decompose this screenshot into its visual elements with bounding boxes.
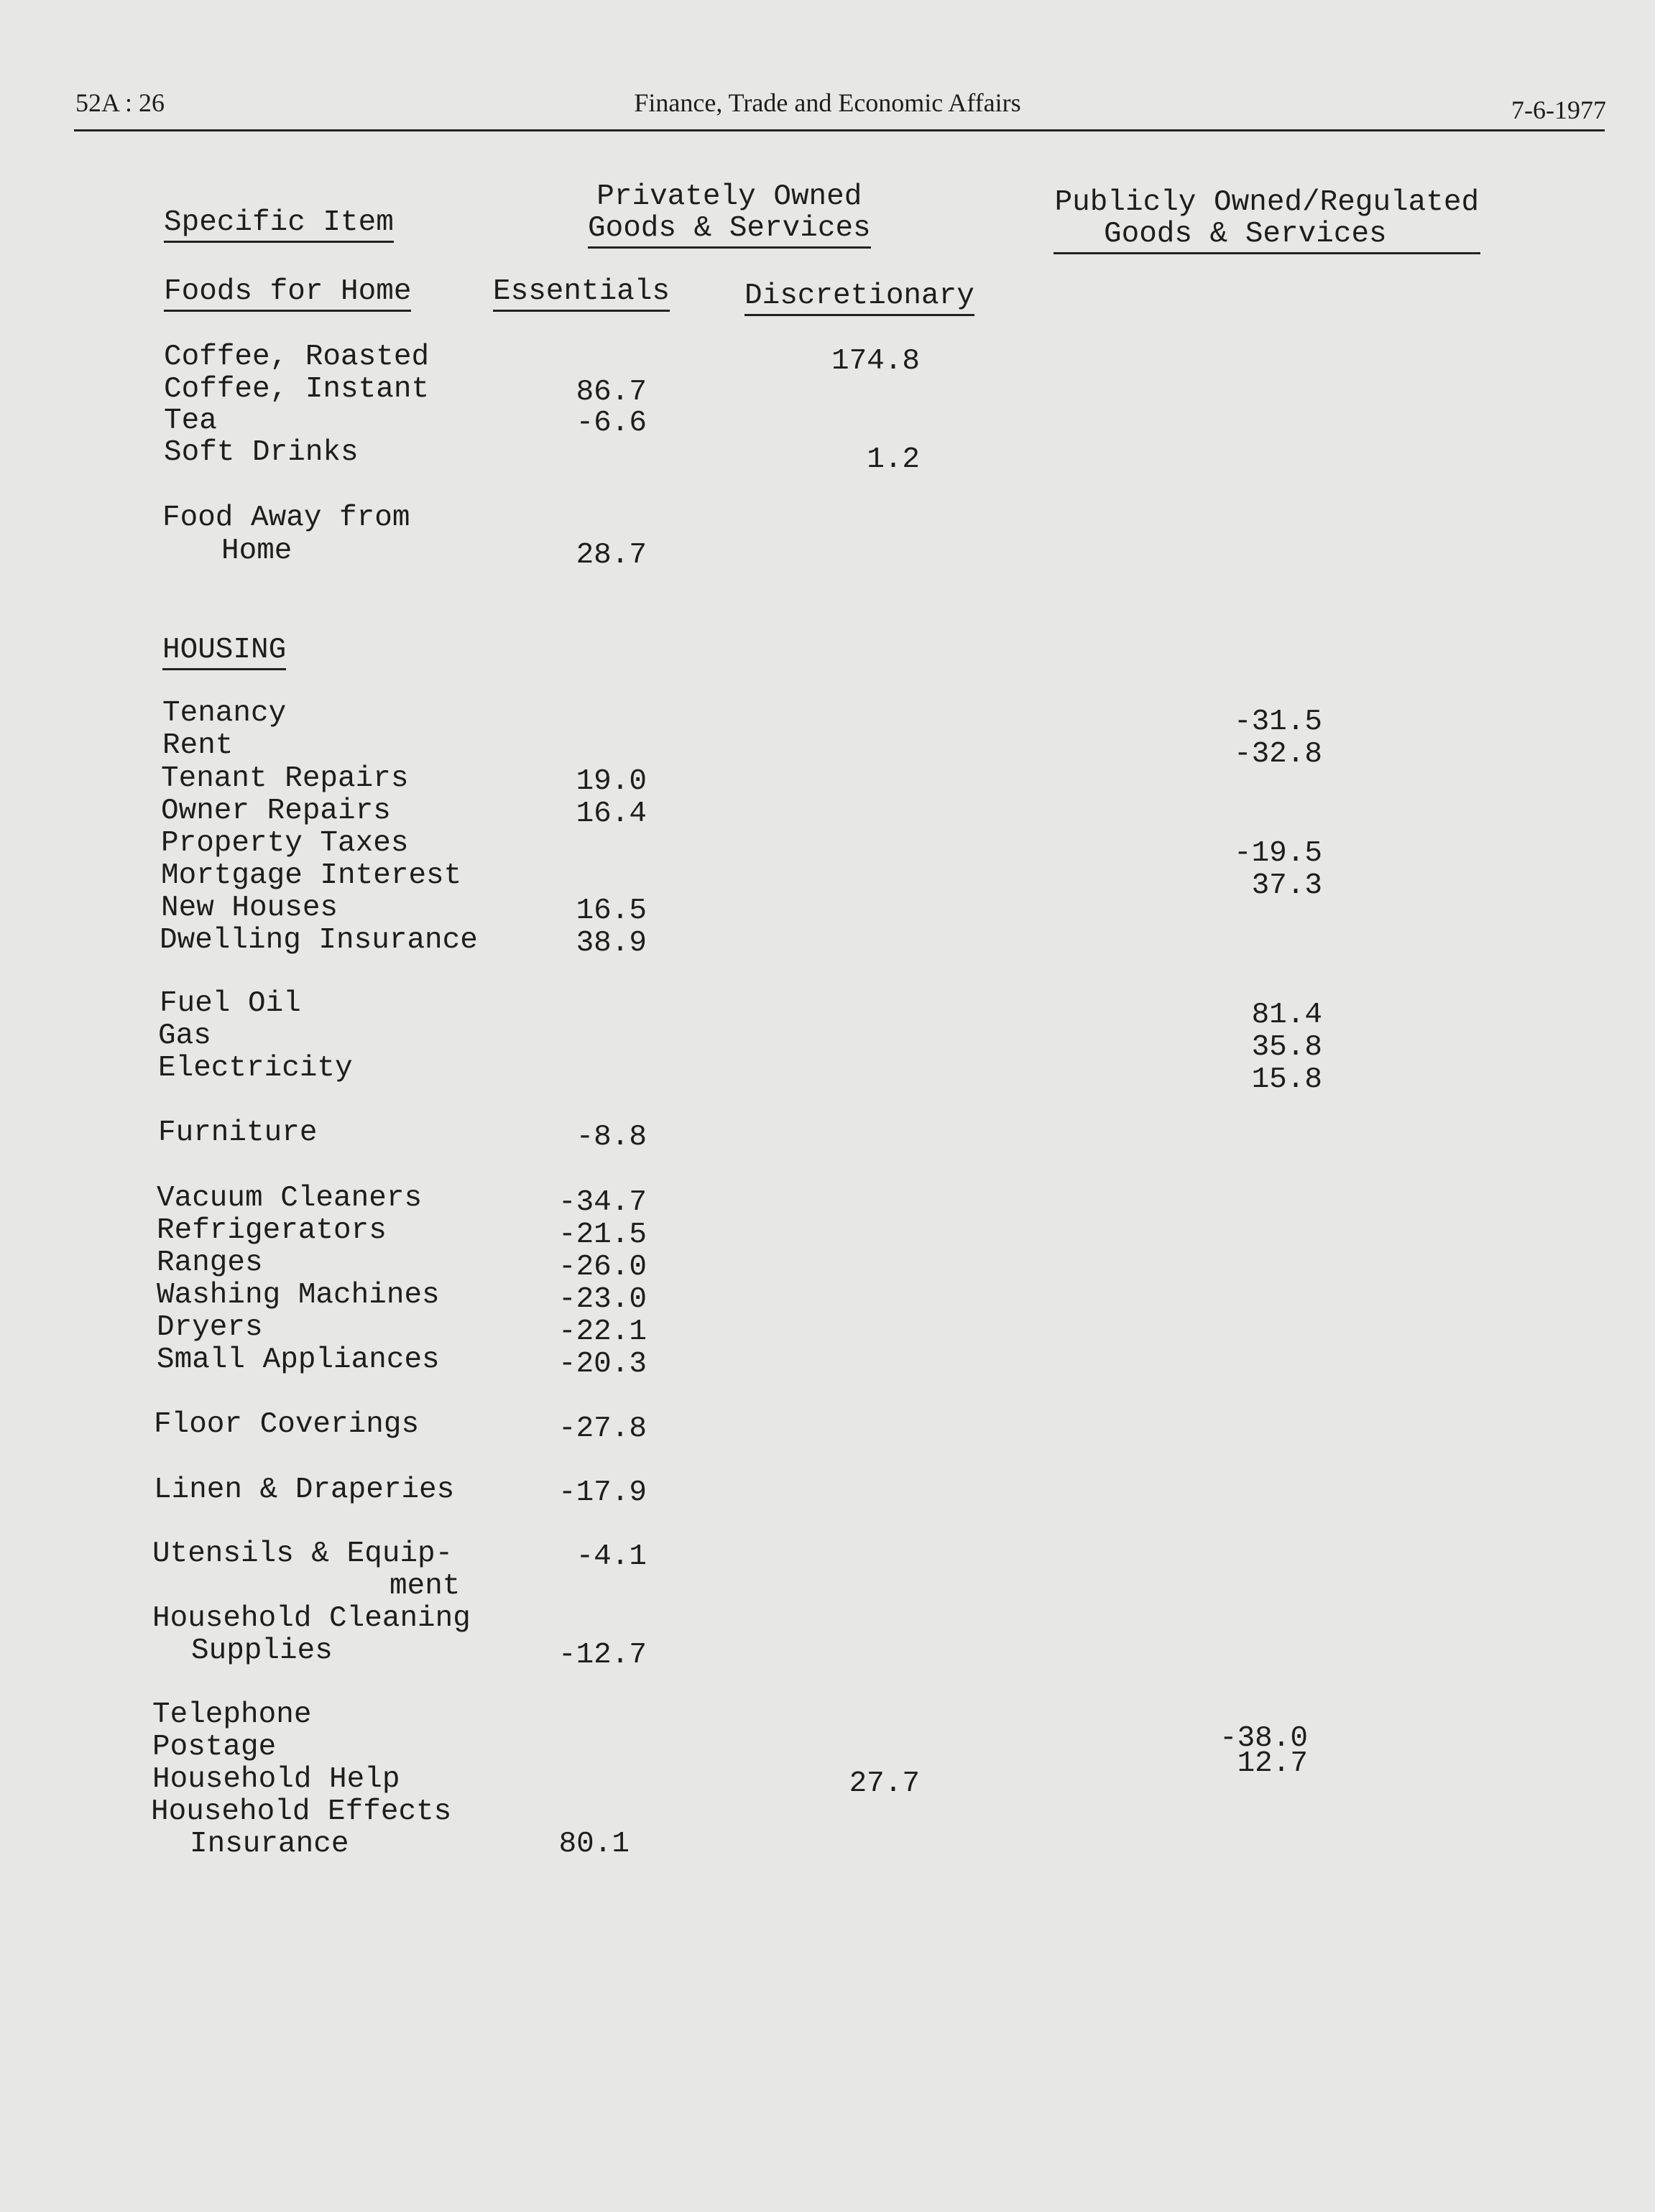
public-value: -31.5	[1233, 705, 1322, 739]
row-label: Rent	[162, 729, 234, 762]
essentials-value: -26.0	[558, 1251, 647, 1284]
housing-heading: HOUSING	[162, 634, 286, 667]
row-label: Ranges	[157, 1246, 263, 1279]
essentials-value: -23.0	[558, 1283, 647, 1316]
public-value: 15.8	[1251, 1063, 1322, 1096]
row-label: Soft Drinks	[164, 436, 359, 469]
public-value: 81.4	[1251, 999, 1322, 1032]
row-label: Utensils & Equip-	[152, 1537, 453, 1570]
essentials-value: -22.1	[558, 1315, 647, 1348]
essentials-value: 86.7	[576, 376, 647, 409]
public-value: 37.3	[1251, 869, 1322, 902]
public-value: 12.7	[1237, 1747, 1308, 1780]
page-title: Finance, Trade and Economic Affairs	[634, 88, 1021, 117]
private-heading-line2: Goods & Services	[588, 212, 871, 249]
public-value: 35.8	[1251, 1031, 1322, 1064]
row-label: Coffee, Instant	[164, 373, 430, 406]
row-label: Washing Machines	[157, 1279, 440, 1312]
essentials-value: 80.1	[558, 1828, 630, 1861]
public-value: -38.0	[1219, 1722, 1308, 1755]
page-number: 52A : 26	[75, 88, 165, 117]
row-label: Dwelling Insurance	[160, 924, 478, 957]
essentials-value: 16.4	[576, 797, 647, 830]
essentials-value: -12.7	[558, 1639, 647, 1672]
row-label: Linen & Draperies	[154, 1473, 455, 1507]
essentials-value: -4.1	[576, 1540, 647, 1573]
specific-item-label: Specific Item	[164, 206, 394, 243]
foods-for-home-heading: Foods for Home	[164, 276, 411, 307]
essentials-value: -6.6	[576, 407, 647, 440]
row-label: Property Taxes	[161, 827, 409, 860]
row-label: Telephone	[152, 1698, 312, 1731]
discretionary-heading: Discretionary	[744, 280, 974, 312]
row-label: Floor Coverings	[154, 1408, 420, 1441]
essentials-value: -21.5	[558, 1218, 647, 1251]
essentials-value: 38.9	[576, 927, 647, 960]
row-label: Fuel Oil	[160, 987, 301, 1020]
row-label: Tenancy	[162, 697, 287, 730]
row-label: Small Appliances	[157, 1343, 440, 1376]
row-label: Supplies	[191, 1634, 333, 1667]
row-label: New Houses	[161, 892, 338, 925]
essentials-value: 16.5	[576, 894, 647, 927]
row-label: Gas	[158, 1019, 211, 1052]
discretionary-value: 27.7	[849, 1767, 920, 1800]
row-label: Tea	[164, 404, 217, 438]
row-label: Electricity	[158, 1052, 353, 1085]
essentials-value: 19.0	[576, 765, 647, 798]
row-label: Postage	[152, 1731, 277, 1764]
row-label: Tenant Repairs	[161, 762, 409, 795]
row-label: Household Effects	[151, 1795, 452, 1828]
essentials-value: -20.3	[558, 1348, 647, 1381]
row-label: Vacuum Cleaners	[157, 1182, 423, 1215]
essentials-value: -17.9	[558, 1476, 647, 1509]
essentials-heading: Essentials	[493, 276, 670, 307]
essentials-value: 28.7	[576, 539, 647, 572]
row-label: Dryers	[157, 1311, 263, 1344]
public-heading-line1: Publicly Owned/Regulated	[1054, 186, 1480, 219]
page-date: 7-6-1977	[1511, 96, 1606, 124]
row-label: Household Cleaning	[152, 1602, 471, 1635]
essentials-value: -8.8	[576, 1121, 647, 1154]
essentials-value: -27.8	[558, 1412, 647, 1445]
public-value: -19.5	[1233, 837, 1322, 870]
essentials-value: -34.7	[558, 1186, 647, 1219]
row-label: Coffee, Roasted	[164, 341, 430, 374]
row-label: Home	[221, 535, 292, 568]
row-label: Food Away from	[162, 501, 410, 535]
row-label: Furniture	[158, 1116, 318, 1149]
discretionary-value: 1.2	[867, 443, 920, 476]
row-label: ment	[389, 1570, 461, 1603]
row-label: Household Help	[152, 1763, 400, 1796]
public-heading-line2: Goods & Services	[1054, 218, 1480, 254]
private-heading-line1: Privately Owned	[596, 180, 862, 213]
row-label: Owner Repairs	[161, 795, 391, 828]
row-label: Refrigerators	[157, 1214, 387, 1247]
discretionary-value: 174.8	[831, 345, 920, 378]
row-label: Mortgage Interest	[161, 859, 462, 892]
public-value: -32.8	[1233, 738, 1322, 771]
row-label: Insurance	[190, 1828, 349, 1861]
